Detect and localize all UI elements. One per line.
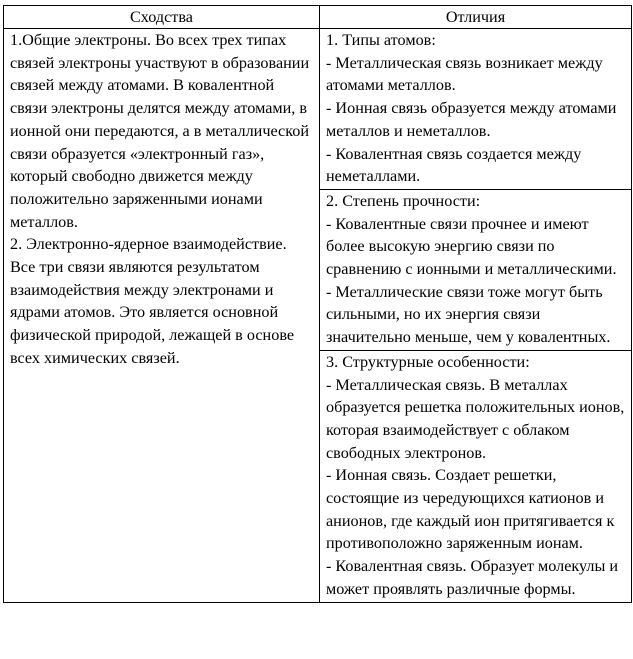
table-row: [4, 29, 632, 190]
similarities-cell: [4, 29, 320, 603]
difference-item: - Металлическая связь. В металлах образуется решетка положительных ионов, которая взаимодействует с облаком свободных электронов.: [326, 375, 625, 462]
header-row: [4, 6, 632, 29]
difference-block-1: [320, 29, 632, 190]
difference-item: - Ковалентные связи прочнее и имеют более высокую энергию связи по сравнению с ионными и металлическими.: [326, 214, 617, 279]
difference-item: - Ковалентная связь. Образует молекулы и может проявлять различные формы.: [326, 557, 619, 598]
difference-block-2: [320, 189, 632, 350]
difference-block-3: [320, 350, 632, 602]
difference-item: - Ковалентная связь создается между неметаллами.: [326, 144, 582, 186]
difference-item: - Металлические связи тоже могут быть сильными, но их энергия связи значительно меньше, чем у ковалентных.: [326, 282, 611, 347]
difference-title-3: 3. Структурные особенности:: [326, 352, 530, 371]
difference-item: - Ионная связь образуется между атомами металлов и неметаллов.: [326, 99, 617, 140]
similarity-paragraph-1: 1.Общие электроны. Во всех трех типах связей электроны участвуют в образовании связей между атомами. В ковалентной связи электроны делятся между атомами, в ионной они передаются, а в металлической связи образуется «электронный газ», который свободно движется между положительно заряженными ионами металлов.: [10, 31, 310, 231]
header-similarities: Сходства: [4, 6, 320, 29]
similarity-paragraph-2: 2. Электронно-ядерное взаимодействие. Все три связи являются результатом взаимодействия между электронами и ядрами атомов. Это является основной физической природой, лежащей в основе всех химических связей.: [10, 235, 295, 367]
similarities-text: [4, 29, 319, 392]
comparison-table: [3, 5, 632, 603]
difference-item: - Ионная связь. Создает решетки, состоящие из чередующихся катионов и анионов, где каждый ион притягивается к противоположно заряженным ионам.: [326, 466, 615, 553]
difference-title-1: 1. Типы атомов:: [326, 31, 436, 49]
difference-title-2: 2. Степень прочности:: [326, 191, 481, 210]
difference-item: - Металлическая связь возникает между атомами металлов.: [326, 53, 603, 95]
header-differences: Отличия: [320, 6, 632, 29]
